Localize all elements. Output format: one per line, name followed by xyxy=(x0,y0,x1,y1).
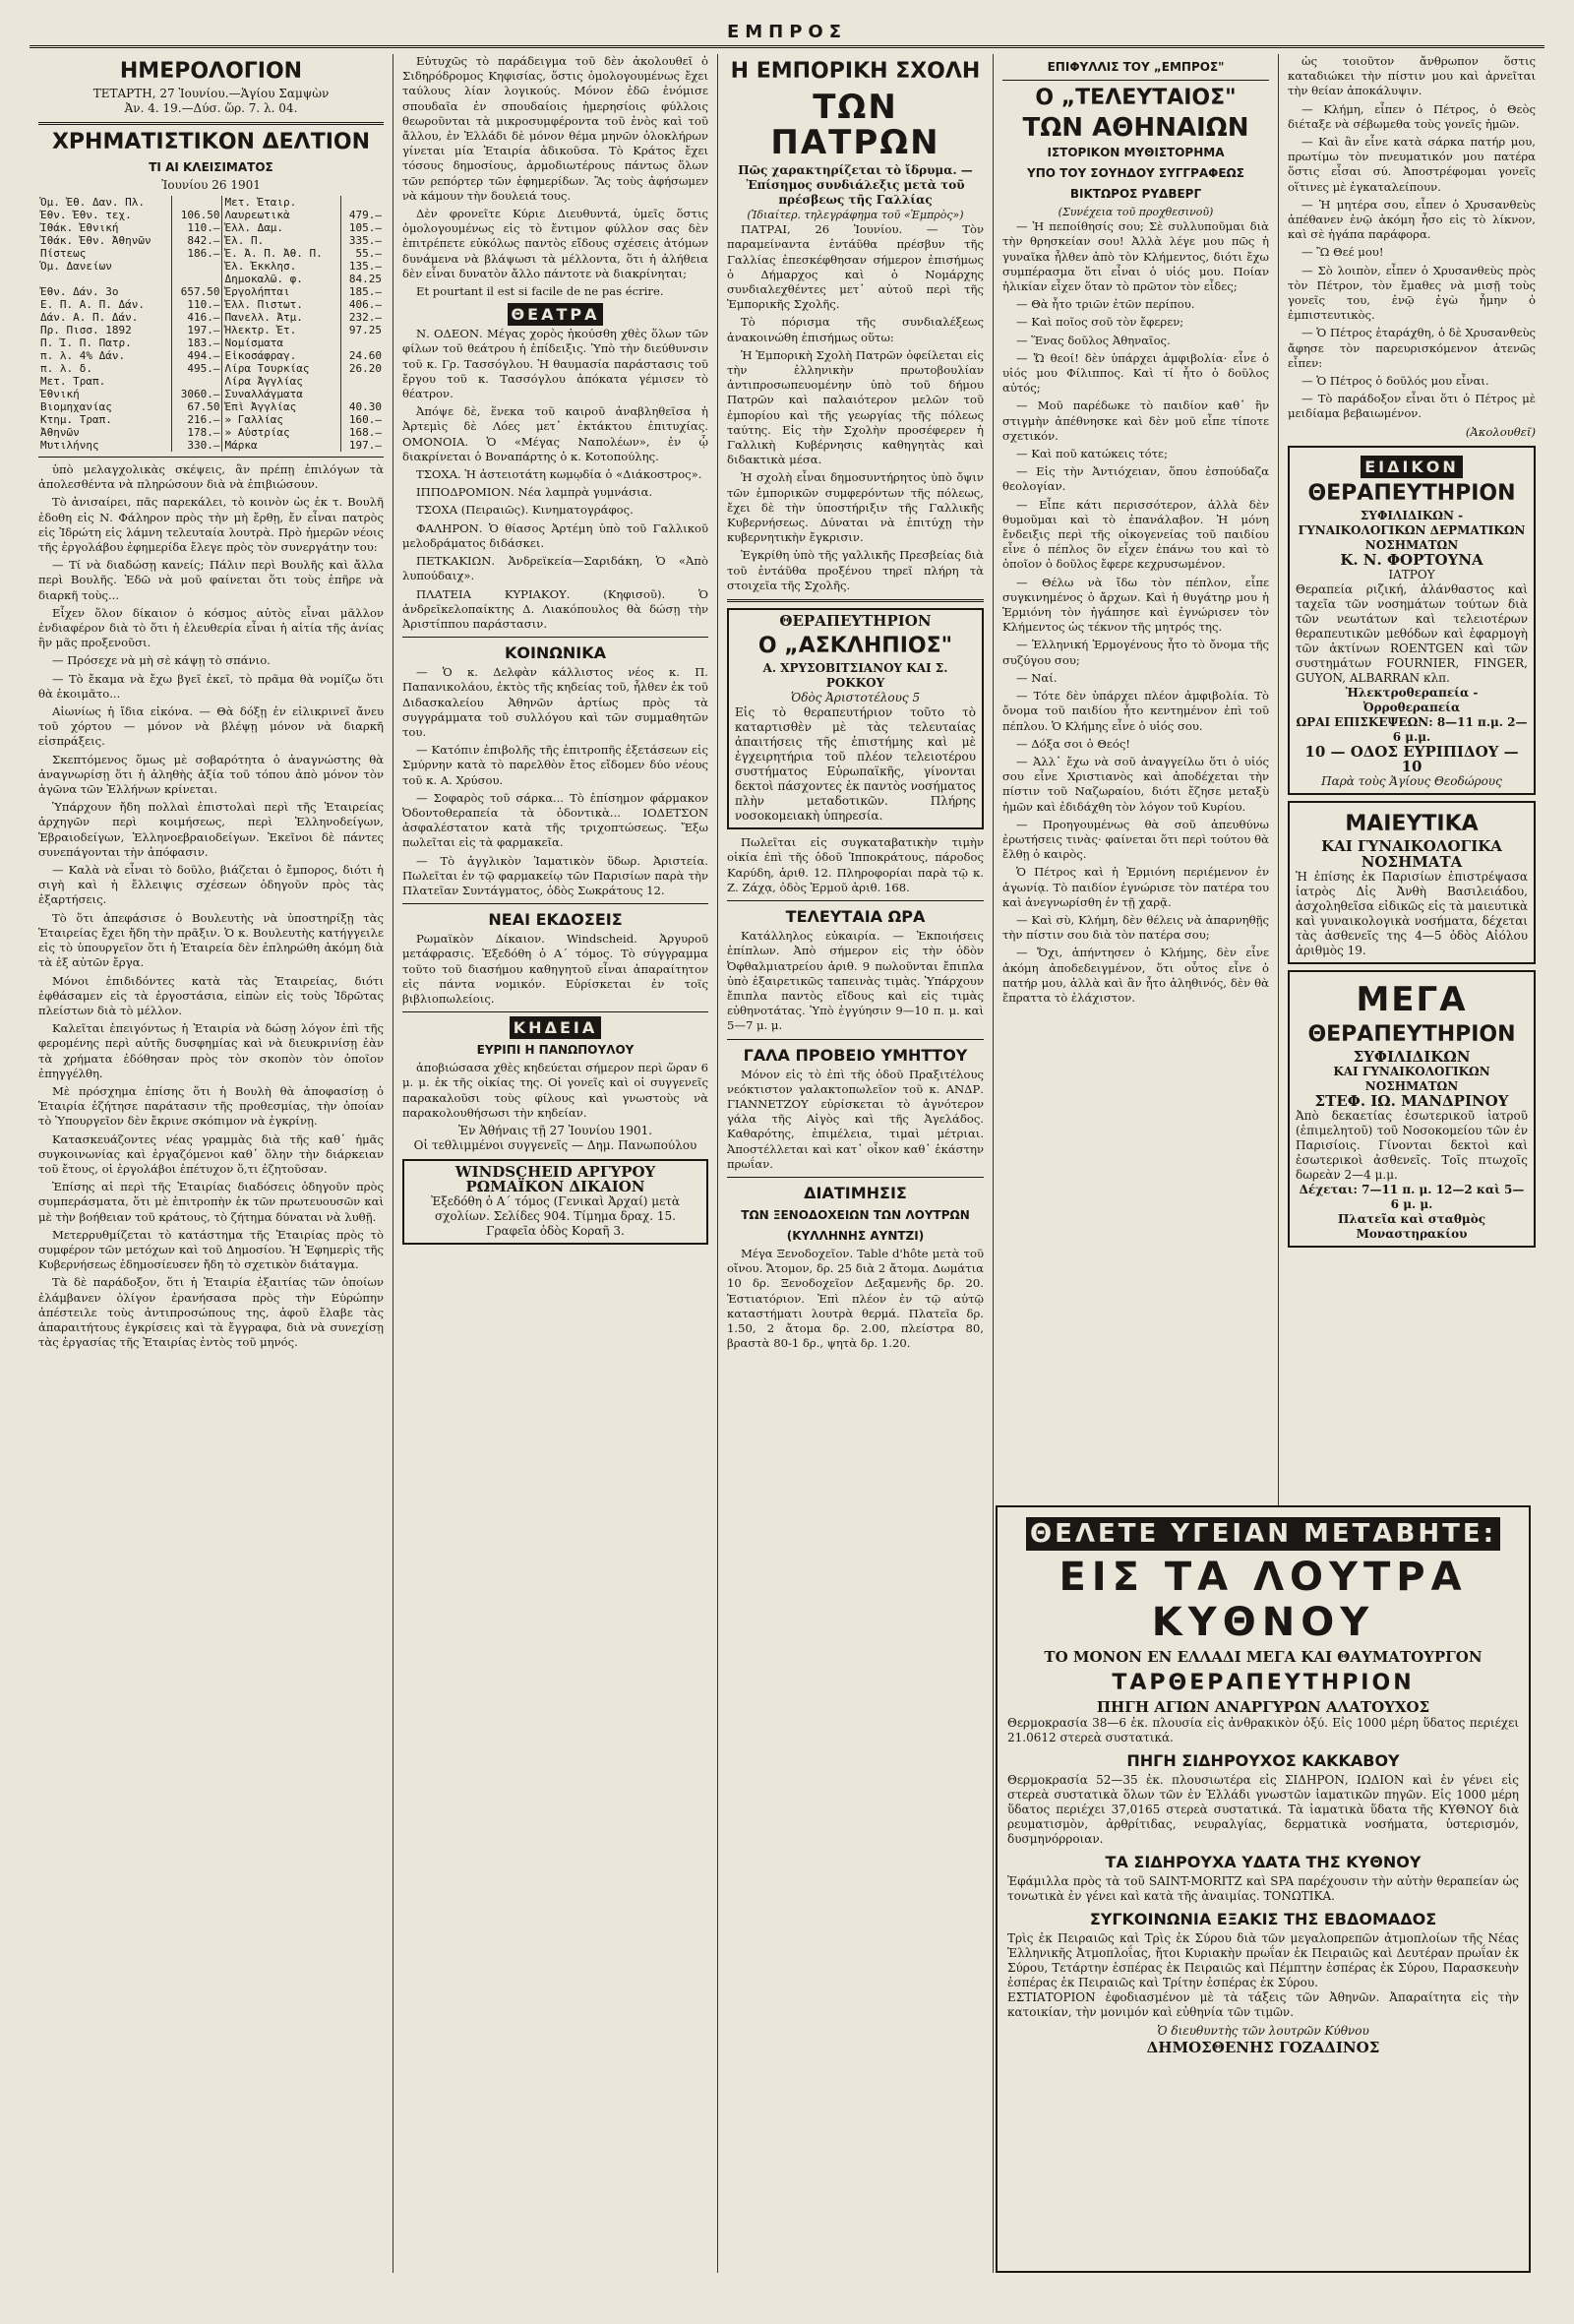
column-1 xyxy=(30,54,394,2273)
calendar-title: ΗΜΕΡΟΛΟΓΙΟΝ xyxy=(119,59,303,84)
table-cell xyxy=(341,375,385,388)
table-row xyxy=(38,234,384,247)
table-cell: 24.60 xyxy=(348,349,382,362)
table-cell: Λίρα Τουρκίας xyxy=(222,362,341,375)
kythnos-line-1: ΤΟ ΜΟΝΟΝ ΕΝ ΕΛΛΑΔΙ ΜΕΓΑ ΚΑΙ ΘΑΥΜΑΤΟΥΡΓΟΝ xyxy=(1044,1648,1483,1666)
table-cell: Π. Ἰ. Π. Πατρ. xyxy=(38,336,171,349)
ad1-heading xyxy=(1296,458,1528,476)
serial-paragraph: — Κλήμη, εἶπεν ὁ Πέτρος, ὁ Θεὸς διέταξε νὰ σέβωμεθα τοὺς γονεῖς ἡμῶν. xyxy=(1288,101,1536,131)
divider xyxy=(402,637,708,638)
table-row xyxy=(38,439,384,452)
table-cell: Ἰθάκ. Ἐθνική xyxy=(38,221,171,234)
table-cell: 232.— xyxy=(348,311,382,324)
kythnos-signature: Ὁ διευθυντὴς τῶν λουτρῶν Κύθνου xyxy=(1157,2024,1369,2038)
book-ad-subtitle: ΡΩΜΑΪΚΟΝ ΔΙΚΑΙΟΝ xyxy=(465,1178,645,1196)
table-row xyxy=(38,196,384,209)
funeral-signers: Οἱ τεθλιμμένοι συγγενεῖς — Δημ. Πανωπούλου xyxy=(413,1137,697,1152)
divider xyxy=(402,1011,708,1012)
market-table xyxy=(38,196,384,452)
table-row xyxy=(38,336,384,349)
table-cell: » Γαλλίας xyxy=(222,413,341,426)
ad3-address: Πλατεῖα καὶ σταθμὸς Μοναστηρακίου xyxy=(1337,1212,1486,1242)
table-cell: 197.— xyxy=(171,324,222,336)
table-row xyxy=(38,375,384,388)
clinic-address: Ὁδὸς Ἀριστοτέλους 5 xyxy=(790,691,921,705)
letter-text xyxy=(402,54,708,299)
clinic-title: ΘΕΡΑΠΕΥΤΗΡΙΟΝ xyxy=(779,612,932,631)
table-row xyxy=(38,362,384,375)
table-cell: 657.50 xyxy=(171,285,222,298)
table-row xyxy=(38,311,384,324)
column-2 xyxy=(394,54,718,2273)
table-cell: 40.30 xyxy=(348,400,382,413)
ad1-address: 10 — ΟΔΟΣ ΕΥΡΙΠΙΔΟΥ — 10 xyxy=(1304,743,1519,776)
ad3-sub: ΣΥΦΙΛΙΔΙΚΩΝ xyxy=(1353,1047,1471,1066)
article-paragraph: Κατασκευάζοντες νέας γραμμὰς διὰ τῆς καθ᾽ ἡμᾶς συγκοινωνίας καὶ ἐργαζόμενοι καθ᾽ ὅλην τὴν διάρκειαν τοῦ ἔτους, οἱ ἐργολάβοι ἐπέτυχον ὅ,τι ἐζητοῦσαν. xyxy=(38,1131,384,1176)
newspaper-page xyxy=(30,24,1544,2277)
lasthour-title: ΤΕΛΕΥΤΑΙΑ ΩΡΑ xyxy=(785,907,926,927)
table-cell: Μετ. Ἑταιρ. xyxy=(222,196,341,209)
theatres-title: ΘΕΑΤΡΑ xyxy=(508,303,604,326)
funeral-date: Ἐν Ἀθήναις τῇ 27 Ἰουνίου 1901. xyxy=(457,1123,653,1137)
ad3-doctor: ΣΤΕΦ. ΙΩ. ΜΑΝΔΡΙΝΟΥ xyxy=(1314,1092,1509,1111)
bulletin-subtitle: ΤΙ ΑΙ ΚΛΕΙΣΙΜΑΤΟΣ xyxy=(149,160,273,174)
table-row xyxy=(38,324,384,336)
table-cell: 135.— xyxy=(348,260,382,273)
table-row xyxy=(38,349,384,362)
article-paragraph: Τὸ ἀνισαίρει, πᾶς παρεκάλει, τὸ κοινὸν ὡς ἐκ τ. Βουλῆ ἐδοθη εἰς Ν. Φάληρον πρὸς τὴν μὴ ἔρθῃ, ἔν εἶναι πατρὸς εἰς Ἰδρώτη εἰς λάμνη τελευταία λουτρὰ. Πρὸ ἡμερῶν νέοις τῆς ἐργολάβου ἐφημερίδα ἔλεγε πρὸς τὸν συνεργάτην του: xyxy=(38,495,384,555)
serial-paragraph: — Σὸ λοιπὸν, εἶπεν ὁ Χρυσανθεὺς πρὸς τὸν Πέτρον, τὸν ἔμαθες νὰ μισῇ τοὺς γονεῖς του, ἐνῷ ἐγὼ ἦμην ὁ ἐμπιστευτικὸς. xyxy=(1288,263,1536,323)
serial-author-2: ΒΙΚΤΩΡΟΣ ΡΥΔΒΕΡΓ xyxy=(1069,187,1202,201)
table-cell xyxy=(341,388,385,400)
clinic-doctors: Α. ΧΡΥΣΟΒΙΤΣΙΑΝΟΥ ΚΑΙ Σ. ΡΟΚΚΟΥ xyxy=(762,661,948,691)
serial-paragraph: — Θὰ ἦτο τριῶν ἐτῶν περίπου. xyxy=(1016,297,1195,312)
clinic-text: Εἰς τὸ θεραπευτήριον τοῦτο τὸ καταρτισθὲν μὲ τὰς τελευταίας ἀπαιτήσεις τῆς ἐπιστήμης καὶ μὲ ἐγχειρητήρια τοῦ πλέον τελειοτέρου συστήματος Εὐρωπαϊκῆς, γίνονται δεκτοὶ πάσχοντες ἐκ παντὸς νοσήματος πλὴν μεταδοτικῶν. Πλήρης νοσοκομειακὴ ὑπηρεσία. xyxy=(735,705,976,824)
serial-paragraph: — Ὁ Πέτρος ὁ δοῦλός μου εἶναι. xyxy=(1302,374,1489,389)
serial-kind: ΙΣΤΟΡΙΚΟΝ ΜΥΘΙΣΤΟΡΗΜΑ xyxy=(1047,146,1225,159)
table-cell: Ἐλλ. Πιστωτ. xyxy=(222,298,341,311)
serial-continued: (Συνέχεια τοῦ προχθεσινοῦ) xyxy=(1058,206,1214,218)
article-paragraph: — Καλὰ νὰ εἶναι τὸ δοῦλο, βιάζεται ὁ ἔμπορος, διότι ἡ σιγὴ καὶ ἡ ἔλλειψις σχέσεων ὁδηγοῦν πρὸς τὰς ἐξαρτήσεις. xyxy=(38,863,384,907)
school-article xyxy=(727,222,984,593)
ad1-sub: ΣΥΦΙΛΙΔΙΚΩΝ - ΓΥΝΑΙΚΟΛΟΓΙΚΩΝ ΔΕΡΜΑΤΙΚΩΝ ΝΟΣΗΜΑΤΩΝ xyxy=(1298,508,1526,552)
house-sale-text: Πωλεῖται εἰς συγκαταβατικὴν τιμὴν οἰκία ἐπὶ τῆς ὁδοῦ Ἱπποκράτους, πάροδος Καρύδη, ἀριθ. 12. Πληροφορίαι παρὰ τῷ κ. Ζ. Ζάχᾳ, ὁδὸς Ἑρμοῦ ἀριθ. 168. xyxy=(727,835,984,894)
table-cell: 185.— xyxy=(348,285,382,298)
serial-paragraph: — Ὤ θεοί! δὲν ὑπάρχει ἀμφιβολία· εἶνε ὁ υἱός μου Φίλιππος. Καὶ τί ἦτο ὁ δοῦλος αὐτός; xyxy=(1002,350,1269,396)
table-row xyxy=(38,426,384,439)
serial-paragraph: — Ὢ Θεέ μου! xyxy=(1302,245,1384,260)
article-paragraph: Καλεῖται ἐπειγόντως ἡ Ἑταιρία νὰ δώσῃ λόγον ἐπὶ τῆς φερομένης περὶ αὐτῆς δυσφημίας καὶ νὰ διευκρινίσῃ ἐὰν τὰ χρήματα ἐδόθησαν πρὸς τὸν σκοπὸν τὸν ὁποῖον ἐπηγγέλθη. xyxy=(38,1021,384,1080)
table-cell: Δημοκαλῶ. φ. xyxy=(222,273,341,285)
kythnos-line-4: ΠΗΓΗ ΣΙΔΗΡΟΥΧΟΣ ΚΑΚΚΑΒΟΥ xyxy=(1126,1751,1400,1770)
funeral-text: ἀποβιώσασα χθὲς κηδεύεται σήμερον περὶ ὥραν 6 μ. μ. ἐκ τῆς οἰκίας της. Οἱ γονεῖς καὶ οἱ συγγενεῖς παρακαλοῦσι τοὺς φίλους καὶ γνωστοὺς νὰ παρακολουθήσωσι τὴν κηδείαν. xyxy=(402,1061,708,1120)
table-cell: 105.— xyxy=(348,221,382,234)
article-paragraph: — Τὸ ἔκαμα νὰ ἔχω βγεῖ ἐκεῖ, τὸ πρᾶμα θὰ νομίζω ὅτι θὰ ἐκοιμᾶτο... xyxy=(38,671,384,701)
price-subtitle: ΤΩΝ ΞΕΝΟΔΟΧΕΙΩΝ ΤΩΝ ΛΟΥΤΡΩΝ xyxy=(741,1207,970,1222)
theatres-heading xyxy=(402,305,708,324)
table-cell: 335.— xyxy=(348,234,382,247)
ad2-title: ΜΑΙΕΥΤΙΚΑ xyxy=(1345,812,1479,837)
book-ad-title: WINDSCHEID ΑΡΓΥΡΟΥ xyxy=(454,1162,656,1181)
newbooks-text: Ρωμαϊκὸν Δίκαιον. Windscheid. Ἀργυροῦ μετάφρασις. Ἐξεδόθη ὁ Α΄ τόμος. Τὸ σύγγραμμα τοῦτο τοῦ διασήμου καθηγητοῦ εἶναι ἀπαραίτητον εἰς πάντα νομικόν. Εὑρίσκεται ἐν τοῖς βιβλιοπωλείοις. xyxy=(402,932,708,1006)
article-paragraph: — Πρόσεχε νὰ μὴ σὲ κάψῃ τὸ σπάνιο. xyxy=(52,653,271,668)
serial-paragraph: — Ὄχι, ἀπήντησεν ὁ Κλήμης, δὲν εἶνε ἀκόμη ἀποδεδειγμένον, ὅτι οὗτος εἶνε ὁ πατήρ μου, ἀλλὰ καὶ ἂν ἦτο ἀληθινός, δὲν θὰ ἔπραττα τὸ ἐλάχιστον. xyxy=(1002,946,1269,1005)
ad2-title-2: ΚΑΙ ΓΥΝΑΙΚΟΛΟΓΙΚΑ ΝΟΣΗΜΑΤΑ xyxy=(1321,837,1502,871)
serial-paragraph: — Καὶ σὺ, Κλήμη, δὲν θέλεις νὰ ἀπαρνηθῇς τὴν πίστιν σου διὰ τὸν πατέρα σου; xyxy=(1002,912,1269,943)
table-cell: π. λ. δ. xyxy=(38,362,171,375)
column-3 xyxy=(718,54,994,2273)
serial-author-1: ΥΠΟ ΤΟΥ ΣΟΥΗΔΟΥ ΣΥΓΓΡΑΦΕΩΣ xyxy=(1027,166,1244,180)
serial-topline: ΕΠΙΦΥΛΛΙΣ ΤΟΥ „ΕΜΠΡΟΣ" xyxy=(1047,60,1225,74)
theatre-item: ΙΠΠΟΔΡΟΜΙΟΝ. Νέα λαμπρὰ γυμνάσια. xyxy=(416,485,653,500)
ad1-role: ΙΑΤΡΟΥ xyxy=(1388,568,1435,582)
divider xyxy=(727,1039,984,1040)
table-cell: Ἐργολήπται xyxy=(222,285,341,298)
serial-paragraph: — Ναί. xyxy=(1016,670,1058,685)
ad1-doctor: Κ. Ν. ΦΟΡΤΟΥΝΑ xyxy=(1340,550,1483,569)
table-cell xyxy=(171,375,222,388)
table-cell: 106.50 xyxy=(171,209,222,221)
school-paragraph: ΠΑΤΡΑΙ, 26 Ἰουνίου. — Τὸν παραμείναντα ἐντάῦθα πρέσβυν τῆς Γαλλίας ἐπεσκέφθησαν σήμερον ἐπισήμως ὁ Δήμαρχος καὶ ὁ Νομάρχης συνδιαλεχθέντες μετ᾽ αὐτοῦ περὶ τῆς Ἐμπορικῆς Σχολῆς. xyxy=(727,222,984,312)
school-paragraph: Ἡ σχολὴ εἶναι δημοσυντήρητος ὑπὸ ὄψιν τῶν ἐμπορικῶν συμφερόντων τῆς πόλεως, ἔχει δὲ τὴν ὑποστήριξιν τῆς Γαλλικῆς Κυβερνήσεως. Δύναται νὰ ἐπιτύχῃ τὴν κυβερνητικὴν ἔγκρισιν. xyxy=(727,470,984,545)
table-cell: Μάρκα xyxy=(222,439,341,452)
table-cell: Ε. Π. Α. Π. Δάν. xyxy=(38,298,171,311)
article-paragraph: Μετερρυθμίζεται τὸ κατάστημα τῆς Ἑταιρίας πρὸς τὸ συμφέρον τῶν μετόχων καὶ τοῦ Δημοσίου. Ἡ Ἐφημερὶς τῆς Κυβερνήσεως ἐδημοσίευσεν ἤδη τὸ σχετικὸν διάταγμα. xyxy=(38,1227,384,1272)
table-cell: Πρ. Πισσ. 1892 xyxy=(38,324,171,336)
table-cell: Λαυρεωτικὰ xyxy=(222,209,341,221)
table-cell: Ἐθνική xyxy=(38,388,171,400)
table-cell: 84.25 xyxy=(348,273,382,285)
social-list xyxy=(402,665,708,898)
article-paragraph: Σκεπτόμενος ὅμως μὲ σοβαρότητα ὁ ἀναγνώστης θὰ ἀναγνωρίσῃ ὅτι ἡ ἀληθὴς ἀξία τοῦ τόπου ἀπὸ μόνον τὸν ἀγῶνα τῶν Ἑλλήνων κρίνεται. xyxy=(38,752,384,797)
table-row xyxy=(38,388,384,400)
serial-paragraph: — Καὶ ποῦ κατώκεις τότε; xyxy=(1016,447,1168,461)
clinic-name: Ο „ΑΣΚΛΗΠΙΟΣ" xyxy=(757,634,953,659)
theatres-list xyxy=(402,327,708,632)
serial-continuation xyxy=(1288,54,1536,422)
table-cell xyxy=(341,196,385,209)
ad3-title: ΜΕΓΑ xyxy=(1356,979,1468,1019)
table-cell: 330.— xyxy=(171,439,222,452)
serial-paragraph: — Δόξα σοι ὁ Θεός! xyxy=(1016,736,1130,751)
funeral-heading xyxy=(402,1018,708,1037)
kythnos-title-text: ΘΕΛΕΤΕ ΥΓΕΙΑΝ ΜΕΤΑΒΗΤΕ: xyxy=(1026,1517,1500,1551)
serial-paragraph: — Εἶπε κάτι περισσότερον, ἀλλὰ δὲν θυμοῦμαι καὶ τὸ ἐπανάλαβον. Ἡ μόνη ἔνδειξις περὶ τῆς οἰκογενείας τοῦ παιδίου εἶνε ὁ πέπλος ὃν εἶχεν ἐπάνω του καὶ τὸ ὁποῖον ὁ δοῦλος ἔφερε κεχρυσωμένον. xyxy=(1002,497,1269,572)
school-dept: (Ἰδιαίτερ. τηλεγράφημα τοῦ «Ἐμπρὸς») xyxy=(747,209,964,221)
school-paragraph: Ἐγκρίθη ὑπὸ τῆς γαλλικῆς Πρεσβείας διὰ τοῦ ἐντάῦθα προξένου τηρεῖ πλήρη τὰ στοιχεῖα τῆς Σχολῆς. xyxy=(727,548,984,592)
table-cell: 178.— xyxy=(171,426,222,439)
divider xyxy=(727,599,984,602)
ad2-text: Ἡ ἐπίσης ἐκ Παρισίων ἐπιστρέψασα ἰατρὸς Δἰς Ἀνθὴ Βασιλειάδου, ἀσχοληθεῖσα εἰδικῶς εἰς τὰ μαιευτικὰ καὶ γυναικολογικὰ νοσήματα, δέχεται τὰς ἀσθενεῖς της 4—5 ὁδὸς Αἰόλου ἀριθμὸς 19. xyxy=(1296,869,1528,957)
table-cell xyxy=(341,336,385,349)
table-row xyxy=(38,413,384,426)
article-paragraph: Εἶχεν ὅλον δίκαιον ὁ κόσμος αὐτὸς εἶναι μᾶλλον ἐνδιαφέρον διὰ τὸ ὅτι ἡ ἐλευθερία εἶναι ἡ αἰτία τῆς ἀνίας ἣν μᾶς προξενοῦσι. xyxy=(38,605,384,650)
ad1-hours: ΩΡΑΙ ΕΠΙΣΚΕΨΕΩΝ: 8—11 π.μ. 2—6 μ.μ. xyxy=(1296,715,1528,745)
table-cell: 197.— xyxy=(348,439,382,452)
price-subtitle-2: (ΚΥΛΛΗΝΗΣ ΑΥΝΤΖΙ) xyxy=(786,1228,925,1243)
theatre-item: Ν. ΟΔΕΟΝ. Μέγας χορὸς ἠκούσθη χθὲς ὅλων τῶν φίλων τοῦ θεάτρου ἡ ἐπίδειξις. Ὑπὸ τὴν διεύθυνσιν τοῦ κ. Γρ. Τασσόγλου. Ἡ θαυμασία παράστασις τοῦ ἔργου τοῦ κ. Τασσόγλου ἀπόκατα γέμισεν τὸ θέατρον. xyxy=(402,327,708,401)
table-cell: 55.— xyxy=(355,247,382,260)
letter-paragraph: Δὲν φρονεῖτε Κύριε Διευθυντά, ὑμεῖς ὅστις ὁμολογουμένως εἰς τὸ ἔντιμον φύλλον σας δὲν ἐπιτρέπετε εὐκόλως παντὸς εἴδους σχέσεις ἀτόμων δυνάμενα νὰ βλάψωσι τὰ μέλλοντα, ὅτι ἡ ἀλήθεια δὲν εἶναι δυνατὸν ἄλλο πάντοτε νὰ διακρίνηται; xyxy=(402,207,708,280)
table-cell: Βιομηχανίας xyxy=(38,400,171,413)
article-paragraph: Μὲ πρόσχημα ἐπίσης ὅτι ἡ Βουλὴ θὰ ἀποφασίσῃ ὁ Ἑταιρία ἐζήτησε παράτασιν τῆς προθεσμίας, τὴν ὁποίαν τὸ Ὑπουργεῖον δὲν ἔκρινε σκόπιμον νὰ ἐγκρίνῃ. xyxy=(38,1083,384,1129)
lasthour-text: Κατάλληλος εὐκαιρία. — Ἐκποιήσεις ἐπίπλων. Ἀπὸ σήμερον εἰς τὴν ὁδὸν Ὀφθαλμιατρείου ἀριθ. 9 πωλοῦνται ἔπιπλα ὑπὸ ἐξαιρετικῶς ταπεινὰς τιμὰς. Ὑπάρχουν ἔπιπλα παντὸς εἴδους καὶ εἰς τιμὰς εὐθηνοτάτας. Ὑπὸ ἐγγύησιν 9—10 π. μ. καὶ 5—7 μ. μ. xyxy=(727,929,984,1033)
table-cell xyxy=(38,273,171,285)
bulletin-title: ΧΡΗΜΑΤΙΣΤΙΚΟΝ ΔΕΛΤΙΟΝ xyxy=(51,130,371,154)
table-row xyxy=(38,273,384,285)
serial-to-follow: (Ἀκολουθεῖ) xyxy=(1465,424,1536,439)
ad1-title-2: ΘΕΡΑΠΕΥΤΗΡΙΟΝ xyxy=(1307,480,1516,506)
table-cell: 216.— xyxy=(171,413,222,426)
kythnos-signature-name: ΔΗΜΟΣΘΕΝΗΣ ΓΟΖΑΔΙΝΟΣ xyxy=(1146,2039,1380,2056)
maternity-ad xyxy=(1288,801,1536,963)
serial-paragraph: — Καὶ ποῖος σοῦ τὸν ἔφερεν; xyxy=(1016,315,1184,330)
article-paragraph: ὑπὸ μελαγχολικὰς σκέψεις, ἂν πρέπῃ ἐπιλόγων τὰ ἀπολεσθέντα νὰ πληρώσουν διὰ νὰ ἐπιβιώσουν. xyxy=(38,462,384,492)
table-cell: 110.— xyxy=(171,298,222,311)
serial-paragraph: ὡς τοιοῦτον ἄνθρωπον ὅστις καταδιώκει τὴν πίστιν μου καὶ ἀρνεῖται τὴν θείαν ἀποκάλυψιν. xyxy=(1288,54,1536,98)
theatre-item: ΦΑΛΗΡΟΝ. Ὁ θίασος Ἀρτέμη ὑπὸ τοῦ Γαλλικοῦ μελοδράματος διδάσκει. xyxy=(402,520,708,550)
kythnos-text-3: Ἐφάμιλλα πρὸς τὰ τοῦ SAINT-MORITZ καὶ SPA παρέχουσιν τὴν αὐτὴν θεραπείαν ὡς τονωτικὰ ἐν γένει καὶ κατὰ τῆς ἀναιμίας. ΤΟΝΩΤΙΚΑ. xyxy=(1007,1874,1519,1903)
funeral-title: ΚΗΔΕΙΑ xyxy=(510,1016,601,1039)
serial-paragraph: — Καὶ ἂν εἶνε κατὰ σάρκα πατήρ μου, πρωτίμω τὸν πνευματικόν μου πατέρα ὅστις εἶσαι σύ. Ἀποστρέφομαι γονεῖς οἵτινες μὲ ἐγκαταλείπουν. xyxy=(1288,135,1536,194)
milk-title: ΓΑΛΑ ΠΡΟΒΕΙΟ ΥΜΗΤΤΟΥ xyxy=(743,1045,968,1065)
kythnos-line-6: ΣΥΓΚΟΙΝΩΝΙΑ ΕΞΑΚΙΣ ΤΗΣ ΕΒΔΟΜΑΔΟΣ xyxy=(1089,1910,1437,1928)
funeral-name: ΕΥΡΙΠΙ Η ΠΑΝΩΠΟΥΛΟΥ xyxy=(476,1043,635,1058)
theatre-item: ΤΣΟΧΑ. Ἡ ἀστειοτάτη κωμῳδία ὁ «Διάκοστρος». xyxy=(416,467,702,482)
kythnos-text-2: Θερμοκρασία 52—35 ἐκ. πλουσιωτέρα εἰς ΣΙΔΗΡΟΝ, ΙΩΔΙΟΝ καὶ ἐν γένει εἰς στερεὰ συστατικὰ ὅλων τῶν ἐν Ἑλλάδι γνωστῶν ἰαματικῶν πηγῶν. Εἰς 1000 μέρη ὕδατος περιέχει 37,0165 στερεὰ συστατικά. Τὰ ἰαματικὰ ὕδατα τῆς ΚΥΘΝΟΥ διὰ ρευματισμὸν, ἀρθρίτιδας, νευραλγίας, δερματικὰ νοσήματα, ὑστερισμόν, δυσμηνόρροιαν. xyxy=(1007,1773,1519,1846)
social-item: — Ὁ κ. Δελφὰν κάλλιστος νέος κ. Π. Παπανικολάου, ἐκτὸς τῆς κηδείας τοῦ, ἦλθεν ἐκ τοῦ Διδασκαλείου Ἀθηνῶν ἀρτίως πρὸς τὰ συγγράμματα τοῦ συλλόγου καὶ τῶν συμμαθητῶν του. xyxy=(402,665,708,739)
clinic-fortouna-ad xyxy=(1288,446,1536,796)
table-cell: Ἑλλ. Δαμ. xyxy=(222,221,341,234)
book-ad xyxy=(402,1159,708,1245)
ad3-text: Ἀπὸ δεκαετίας ἐσωτερικοῦ ἰατροῦ (ἐπιμελητοῦ) τοῦ Νοσοκομείου τῶν ἐν Παρισίοις. Γίνονται δεκτοὶ καὶ ἐσωτερικοὶ ἀσθενεῖς. Τοῖς πτωχοῖς δωρεὰν 2—4 μ.μ. xyxy=(1296,1109,1528,1183)
table-cell: Ἐπὶ Ἀγγλίας xyxy=(222,400,341,413)
table-cell: Λίρα Ἀγγλίας xyxy=(222,375,341,388)
table-cell: 168.— xyxy=(348,426,382,439)
table-row xyxy=(38,209,384,221)
serial-paragraph: — Εἰς τὴν Ἀντιόχειαν, ὅπου ἐσπούδαζα θεολογίαν. xyxy=(1002,464,1269,494)
serial-paragraph: — Ἡ πεποίθησίς σου; Σὲ συλλυποῦμαι διὰ τὴν θρησκείαν σου! Ἀλλὰ λέγε μου πῶς ἡ γυναῖκα ἦλθεν ἀπὸ τὸν Κλήμεντος, διότι ἔχω συμπέρασμα ὅτι εἶναι ὁ υἱός μου. Ποίαν ἡλικίαν εἶχεν ὅταν τὸ πρῶτον τὸν εἶδες; xyxy=(1002,219,1269,294)
divider xyxy=(38,457,384,458)
divider xyxy=(727,900,984,901)
divider xyxy=(402,903,708,904)
table-cell: Ἰθάκ. Ἐθν. Ἀθηνῶν xyxy=(38,234,171,247)
table-cell: Εἰκοσάφραγ. xyxy=(222,349,341,362)
mandrinou-clinic-ad xyxy=(1288,970,1536,1248)
table-cell: Συναλλάγματα xyxy=(222,388,341,400)
serial-paragraph: — Ὁ Πέτρος ἐταράχθη, ὁ δὲ Χρυσανθεὺς ἄφησε τὸν παρευρισκόμενον ἀτενῶς εἶπεν: xyxy=(1288,326,1536,370)
divider xyxy=(727,1177,984,1178)
kythnos-text-1: Θερμοκρασία 38—6 ἐκ. πλουσία εἰς ἀνθρακικὸν ὀξύ. Εἰς 1000 μέρη ὕδατος περιέχει 21.0612 στερεὰ συστατικά. xyxy=(1007,1716,1519,1744)
kythnos-line-2: ΤΑΡΘΕΡΑΠΕΥΤΗΡΙΟΝ xyxy=(1112,1671,1415,1695)
serial-paragraph: — Τότε δὲν ὑπάρχει πλέον ἀμφιβολία. Τὸ ὄνομα τοῦ παιδίου ἦτο κεντημένον ἐπὶ τοῦ πέπλου. Ὁ Κλήμης εἶνε ὁ υἱός σου. xyxy=(1002,689,1269,733)
ad3-title-2: ΘΕΡΑΠΕΥΤΗΡΙΟΝ xyxy=(1307,1021,1516,1047)
table-cell: Ἐ. Ἀ. Π. Ἀθ. Π. xyxy=(222,247,341,260)
table-cell: Μετ. Τραπ. xyxy=(38,375,171,388)
table-cell: 183.— xyxy=(171,336,222,349)
letter-paragraph: Εὐτυχῶς τὸ παράδειγμα τοῦ δὲν ἀκολουθεῖ ὁ Σιδηρόδρομος Κηφισίας, ὅστις ὁμολογουμένως ἔχει ταύλους λίαν λογικούς. Μόνον ἐδῶ ἐνόμισε σπουδαῖα ἐν σπουδαίοις ἡμερησίοις φύλλοις θεωροῦνται τὰ μικροσυμφέροντα τοῦ ἑνὸς καὶ τοῦ ἄλλου, ἐν Ἑλλάδι δὲ μόνον θέμα μηνῶν ὁλοκλήρων γίνεται μία Ἑταιρία ἀδικοῦσα. Τὸ Κράτος ἔχει τόσους δημοσίους, ἀρμοδιωτέρους πάντως ὅλων τῶν ρεπόρτερ τῶν ἐφημερίδων. Ἂς τοὺς ἀφήσωμεν νὰ κάμουν τὴν δουλειά τους. xyxy=(402,54,708,203)
table-row xyxy=(38,247,384,260)
kythnos-text-5: ΕΣΤΙΑΤΟΡΙΟΝ ἐφοδιασμένον μὲ τὰ τάξεις τῶν Ἀθηνῶν. Ἀπαραίτητα εἰς τὴν κατοικίαν, τὴν μονιμόν καὶ εὐθηνία τῶν τιμῶν. xyxy=(1007,1990,1519,2019)
serial-paragraph: — Τὸ παράδοξον εἶναι ὅτι ὁ Πέτρος μὲ μειδίαμα βεβαιωμένον. xyxy=(1288,392,1536,421)
table-cell: Δάν. Α. Π. Δάν. xyxy=(38,311,171,324)
table-row xyxy=(38,400,384,413)
table-cell: » Αὐστρίας xyxy=(222,426,341,439)
social-title: ΚΟΙΝΩΝΙΚΑ xyxy=(504,643,607,663)
theatre-item: ΠΕΤΚΑΚΙΩΝ. Ἀνδρεϊκεία—Σαριδάκη, Ὁ «Ἀπὸ λυπούδαιχ». xyxy=(402,554,708,583)
serial-title-1: Ο „ΤΕΛΕΥΤΑΙΟΣ" xyxy=(1035,86,1237,110)
table-cell: Ἐθν. Δάν. 3ο xyxy=(38,285,171,298)
calendar-line-1: ΤΕΤΑΡΤΗ, 27 Ἰουνίου.—Ἁγίου Σαμψὼν xyxy=(92,87,330,100)
book-ad-text: Ἐξεδόθη ὁ Α΄ τόμος (Γενικαὶ Ἀρχαί) μετὰ σχολίων. Σελίδες 904. Τίμημα δραχ. 15. Γραφεῖα ὁδὸς Κοραῆ 3. xyxy=(430,1194,681,1239)
table-cell: π. λ. 4% Δάν. xyxy=(38,349,171,362)
table-cell: 160.— xyxy=(348,413,382,426)
school-title: Η ΕΜΠΟΡΙΚΗ ΣΧΟΛΗ xyxy=(730,59,981,84)
serial-paragraph: — Προηγουμένως θὰ σοῦ ἀπευθύνω ἐρωτήσεις τινὰς· φαίνεται ὅτι περὶ τούτου θὰ ἔλθῃ ὁ καιρὸς. xyxy=(1002,817,1269,862)
ad3-sub-2: ΚΑΙ ΓΥΝΑΙΚΟΛΟΓΙΚΩΝ ΝΟΣΗΜΑΤΩΝ xyxy=(1333,1065,1490,1094)
table-row xyxy=(38,285,384,298)
table-cell: 494.— xyxy=(171,349,222,362)
table-row xyxy=(38,221,384,234)
milk-text: Μόνον εἰς τὸ ἐπὶ τῆς ὁδοῦ Πραξιτέλους νεόκτιστον γαλακτοπωλεῖον τοῦ κ. ΑΝΔΡ. ΓΙΑΝΝΕΤΖΟΥ εὑρίσκεται τὸ ἀγνότερον γάλα τῆς Αἰγὸς καὶ τῆς Ἀγελάδος. Καθαρότης, ἐπιμέλεια, τιμαὶ μέτριαι. Ἀποστέλλεται καὶ κατ᾽ οἶκον καθ᾽ ἑκάστην πρωΐαν. xyxy=(727,1067,984,1171)
serial-text xyxy=(1002,219,1269,1006)
school-subtitle: ΤΩΝ ΠΑΤΡΩΝ xyxy=(770,88,940,162)
serial-paragraph: — Θέλω νὰ ἴδω τὸν πέπλον, εἶπε συγκινημένος ὁ ἄρχων. Καὶ ἡ θυγάτηρ μου ἡ Ἑρμιόνη τὸν ἠγάπησε καὶ ἐγνώρισεν τὸν Κλήμεντος ὡς τέκνον τῆς μητρός της. xyxy=(1002,575,1269,635)
table-cell: 110.— xyxy=(171,221,222,234)
article-paragraph: Αἰωνίως ἡ ἴδια εἰκόνα. — Θὰ δόξῃ ἐν εἰλικρινεῖ ἄνευ τοῦ χόρτου — μόνον νὰ βλέψῃ μόνον νὰ διαρκῆ εἰσπράξεις. xyxy=(38,704,384,749)
table-cell: Ὁμ. Ἐθ. Δαν. Πλ. xyxy=(38,196,171,209)
table-cell: 842.— xyxy=(171,234,222,247)
table-cell: Πίστεως xyxy=(38,247,171,260)
table-cell: 3060.— xyxy=(171,388,222,400)
serial-paragraph: — Μοῦ παρέδωκε τὸ παιδίον καθ᾽ ἣν στιγμὴν ἀπέθνησκε καὶ δὲν μοῦ εἶπε τίποτε σχετικόν. xyxy=(1002,398,1269,443)
table-cell: Πανελλ. Ἀτμ. xyxy=(222,311,341,324)
serial-paragraph: — Ἕνας δοῦλος Ἀθηναῖος. xyxy=(1016,333,1171,347)
table-cell: Νομίσματα xyxy=(222,336,341,349)
letter-paragraph: Et pourtant il est si facile de ne pas écrire. xyxy=(416,284,664,299)
article-paragraph: Ὑπάρχουν ἤδη πολλαὶ ἐπιστολαὶ περὶ τῆς Ἑταιρείας ἀρχηγῶν περὶ κοιμήσεως, περὶ Ἑλληνοδείγων, Ἑβραιοδείγων, Ἑλληνοεβραιοδείγων. Ἐκεῖνοι δὲ πάντες συνεπάγονται τὴν ἀπόφασιν. xyxy=(38,800,384,859)
article-paragraph: Τὸ ὅτι ἀπεφάσισε ὁ Βουλευτὴς νὰ ὑποστηρίξῃ τὰς Ἑταιρείας ἔχει ἤδη τὴν πρᾶξιν. Ὁ κ. Βουλευτὴς κατήγγειλε εἰς τὸ ὑπουργεῖον ὅτι ἡ Ἑταιρεία δὲν ἐπληρώθη ἀκόμη διὰ τὰ ἐξ αὐτῶν ἔργα. xyxy=(38,910,384,970)
table-row xyxy=(38,298,384,311)
ad3-hours: Δέχεται: 7—11 π. μ. 12—2 καὶ 5—6 μ. μ. xyxy=(1299,1183,1525,1212)
kythnos-baths-ad xyxy=(996,1505,1531,2273)
school-paragraph: Τὸ πόρισμα τῆς συνδιαλέξεως ἀνακοινώθη ἐπισήμως οὕτω: xyxy=(727,315,984,344)
table-cell: Ὁμ. Δανείων xyxy=(38,260,171,273)
bulletin-date: Ἰουνίου 26 1901 xyxy=(161,178,261,192)
theatre-item: ΤΣΟΧΑ (Πειραιῶς). Κινηματογράφος. xyxy=(416,503,634,518)
divider xyxy=(1002,80,1269,81)
serial-paragraph: — Ἑλληνική Ἑρμογένους ἦτο τὸ ὄνομα τῆς συζύγου σου; xyxy=(1002,638,1269,667)
table-cell: Ἐθν. Ἐθν. τεχ. xyxy=(38,209,171,221)
theatre-item: ΠΛΑΤΕΙΑ ΚΥΡΙΑΚΟΥ. (Κηφισοῦ). Ὁ ἀνδρεῖκελοπαίκτης Δ. Λιακόπουλος θὰ δώσῃ τὴν Ἀριστίππου παράστασιν. xyxy=(402,586,708,631)
serial-paragraph: — Ἀλλ᾽ ἔχω νὰ σοῦ ἀναγγείλω ὅτι ὁ υἱός σου εἶνε Χριστιανὸς καὶ ἀποδέχεται τὴν πίστιν τοῦ Ναζωραίου, διότι ἔζησε μεταξὺ ἡμῶν καὶ ἐδιδάχθη τὸν λόγον τοῦ Κυρίου. xyxy=(1002,754,1269,814)
table-cell xyxy=(171,273,222,285)
social-item: — Σοφαρὸς τοῦ σάρκα... Τὸ ἐπίσημον φάρμακον Ὀδοντοθεραπεία τὰ ὀδοντικὰ... ΙΟΔΕΤΣΟΝ ἀσφαλέστατον κατὰ τῆς τριχοπτώσεως. Ἔξω πωλεῖται εἰς τὰ φαρμακεῖα. xyxy=(402,790,708,850)
calendar-line-2: Ἀν. 4. 19.—Δύσ. ὥρ. 7. λ. 04. xyxy=(124,101,298,115)
table-row xyxy=(38,260,384,273)
kythnos-title-2: ΕΙΣ ΤΑ ΛΟΥΤΡΑ ΚΥΘΝΟΥ xyxy=(1059,1555,1468,1645)
clinic-ad xyxy=(727,608,984,829)
kythnos-line-3: ΠΗΓΗ ΑΓΙΩΝ ΑΝΑΡΓΥΡΩΝ ΑΛΑΤΟΥΧΟΣ xyxy=(1096,1698,1430,1716)
article-paragraph: — Τί νὰ διαδώσῃ κανείς; Πάλιν περὶ Βουλῆς καὶ ἄλλα περὶ Βουλῆς. Ἐδῶ νὰ μοῦ φαίνεται ὅτι τοὺς ἐπῆρε νὰ διαρκῆ τοὺς... xyxy=(38,558,384,602)
article-paragraph: Ἐπίσης αἱ περὶ τῆς Ἑταιρίας διαδόσεις ὁδηγοῦν πρὸς συμπεράσματα, ὅτι μὲ ἐπιτροπὴν ἐκ τῶν πρωτευουσῶν καὶ μὲ τὴν βοήθειαν τοῦ κράτους, τὸ ζήτημα δύναται νὰ λυθῇ. xyxy=(38,1180,384,1224)
table-cell: 416.— xyxy=(171,311,222,324)
table-cell: 97.25 xyxy=(348,324,382,336)
kythnos-line-5: ΤΑ ΣΙΔΗΡΟΥΧΑ ΥΔΑΤΑ ΤΗΣ ΚΥΘΝΟΥ xyxy=(1105,1853,1422,1871)
ad1-extra: Ἠλεκτροθεραπεία - Ὀρροθεραπεία xyxy=(1345,686,1479,715)
table-cell: 479.— xyxy=(348,209,382,221)
masthead: ΕΜΠΡΟΣ xyxy=(30,24,1544,48)
table-cell xyxy=(171,260,222,273)
table-cell: Μυτιλήνης xyxy=(38,439,171,452)
table-cell: 495.— xyxy=(171,362,222,375)
school-deck: Πῶς χαρακτηρίζεται τὸ ἴδρυμα. — Ἐπίσημος συνδιάλεξις μετὰ τοῦ πρέσβεως τῆς Γαλλίας xyxy=(738,163,973,207)
article-paragraph: Τὰ δὲ παράδοξον, ὅτι ἡ Ἑταιρία ἐξαιτίας τῶν ὁποίων ἐλάμβανεν ὀλίγον ἐρανήσασα πρὸς τὴν Εὐρώπην ἀπέστειλε τοὺς ἀντιπροσώπους της, ἀφοῦ ἔλαβε τὰς ἀπαραιτήτους ἐγκρίσεις καὶ τὰ ἔγγραφα, διὰ νὰ συνεχίσῃ τὰς ἐργασίας τῆς Ἑταιρίας ἐντὸς τοῦ μηνός. xyxy=(38,1275,384,1350)
ad1-near: Παρὰ τοὺς Ἁγίους Θεοδώρους xyxy=(1321,774,1502,789)
social-item: — Τὸ ἀγγλικὸν Ἰαματικὸν ὕδωρ. Ἀριστεία. Πωλεῖται ἐν τῷ φαρμακείῳ τῶν Παρισίων παρὰ τὴν Πλατεῖαν Συντάγματος, ὁδὸς Σωκράτους 12. xyxy=(402,853,708,897)
ad1-text: Θεραπεία ριζική, ἀλάνθαστος καὶ ταχεῖα τῶν νοσημάτων τούτων διὰ τῶν νεωτάτων καὶ τελειοτέρων θεραπευτικῶν μεθόδων καὶ ἐφαρμογὴ τῶν ἀκτίνων ROENTGEN καὶ τῶν συστημάτων FOURNIER, FINGER, GUYON, ALBARRAN κλπ. xyxy=(1296,582,1528,686)
social-item: — Κατόπιν ἐπιβολῆς τῆς ἐπιτροπῆς ἐξετάσεων εἰς Σμύρνην κατὰ τὸ παρελθὸν ἔτος εἴδομεν δύο νέους τοῦ κ. Α. Χρύσου. xyxy=(402,743,708,787)
table-cell: 26.20 xyxy=(348,362,382,375)
table-cell xyxy=(171,196,222,209)
divider xyxy=(38,122,384,125)
serial-title-2: ΤΩΝ ΑΘΗΝΑΙΩΝ xyxy=(1022,113,1249,143)
theatre-item: Ἀπόψε δὲ, ἕνεκα τοῦ καιροῦ ἀναβληθεῖσα ἡ Ἀρτεμὶς δὲ Λόες μετ᾽ ἐκτάκτου ἐπιτυχίας. ΟΜΟΝΟΙΑ. Ὁ «Μέγας Ναπολέων», ἐν ᾧ διακρίνεται ὁ Βοναπάρτης ὁ κ. Κοτοπούλης. xyxy=(402,404,708,463)
article-col1 xyxy=(38,462,384,1350)
table-cell: 406.— xyxy=(348,298,382,311)
price-text: Μέγα Ξενοδοχεῖον. Table d'hôte μετὰ τοῦ οἴνου. Ἄτομον, δρ. 25 διὰ 2 ἄτομα. Δωμάτια 10 δρ. Ξενοδοχεῖον Δεξαμενῆς δρ. 20. Ἑστιατόριον. Ἐπὶ πλέον ἐν τῷ αὐτῷ καταστήματι λουτρὰ θερμά. Πλατεῖα δρ. 1.50, 2 ἄτομα δρ. 2.00, πλείστρα 80, βραστὰ 80-1 δρ., ψητὰ δρ. 1.20. xyxy=(727,1246,984,1351)
serial-paragraph: Ὁ Πέτρος καὶ ἡ Ἑρμιόνη περιέμενον ἐν ἀγωνίᾳ. Τὸ παιδίον ἐγνώρισε τὸν πατέρα του καὶ ἀνεγνωρίσθη ἐν τῇ χαρᾷ. xyxy=(1002,865,1269,909)
table-cell: Ἀθηνῶν xyxy=(38,426,171,439)
table-cell: Ἠλεκτρ. Ἑτ. xyxy=(222,324,341,336)
price-title: ΔΙΑΤΙΜΗΣΙΣ xyxy=(804,1183,907,1202)
serial-paragraph: — Ἡ μητέρα σου, εἶπεν ὁ Χρυσανθεὺς ἀπέθανεν ἐνῷ ἀκόμη ἦσο εἰς τὸ λίκνον, καὶ σὲ ἡγάπα παράφορα. xyxy=(1288,197,1536,242)
table-cell: Ἐλ. Ἐκκλησ. xyxy=(222,260,341,273)
article-paragraph: Μόνοι ἐπιδιδόντες κατὰ τὰς Ἑταιρείας, διότι ἐφθάσαμεν εἰς τὰ ἐργοστάσια, εἰπὼν εἰς τοὺς Ἰδρῶτας πλείστων διὰ τὸ μέλλον. xyxy=(38,973,384,1017)
newbooks-title: ΝΕΑΙ ΕΚΔΟΣΕΙΣ xyxy=(488,910,623,930)
kythnos-title xyxy=(1007,1519,1519,1549)
school-paragraph: Ἡ Ἐμπορικὴ Σχολὴ Πατρῶν ὀφείλεται εἰς τὴν ἑλληνικὴν πρωτοβουλίαν ἀντιπροσωπευομένην ὑπὸ τοῦ δήμου Πατρῶν καὶ παλαιότερον μελῶν τοῦ ἐμπορίου καὶ τῆς γεωργίας τῆς πόλεως ταύτης. Εἰς τὴν Σχολὴν προσέφερεν ἡ Γαλλικὴ Κυβέρνησις καθηγητὰς καὶ διδακτικὰ μέσα. xyxy=(727,347,984,467)
table-cell: 186.— xyxy=(171,247,222,260)
table-cell: Κτημ. Τραπ. xyxy=(38,413,171,426)
table-cell: Ἐλ. Π. xyxy=(222,234,341,247)
kythnos-text-4: Τρὶς ἐκ Πειραιῶς καὶ Τρὶς ἐκ Σύρου διὰ τῶν μεγαλοπρεπῶν ἀτμοπλοίων τῆς Νέας Ἑλληνικῆς Ἀτμοπλοΐας, ἤτοι Κυριακὴν πρωΐαν ἐκ Πειραιῶς καὶ Δευτέραν πρωΐαν ἐκ Σύρου, Τετάρτην ἐσπέρας ἐκ Πειραιῶς καὶ Πέμπτην ἐσπέρας ἐκ Σύρου, Παρασκευὴν ἐσπέρας ἐκ Πειραιῶς καὶ Τρίτην ἐσπέρας ἐκ Σύρου. xyxy=(1007,1931,1519,1989)
table-cell: 67.50 xyxy=(171,400,222,413)
ad1-title: ΕΙΔΙΚΟΝ xyxy=(1361,456,1463,478)
